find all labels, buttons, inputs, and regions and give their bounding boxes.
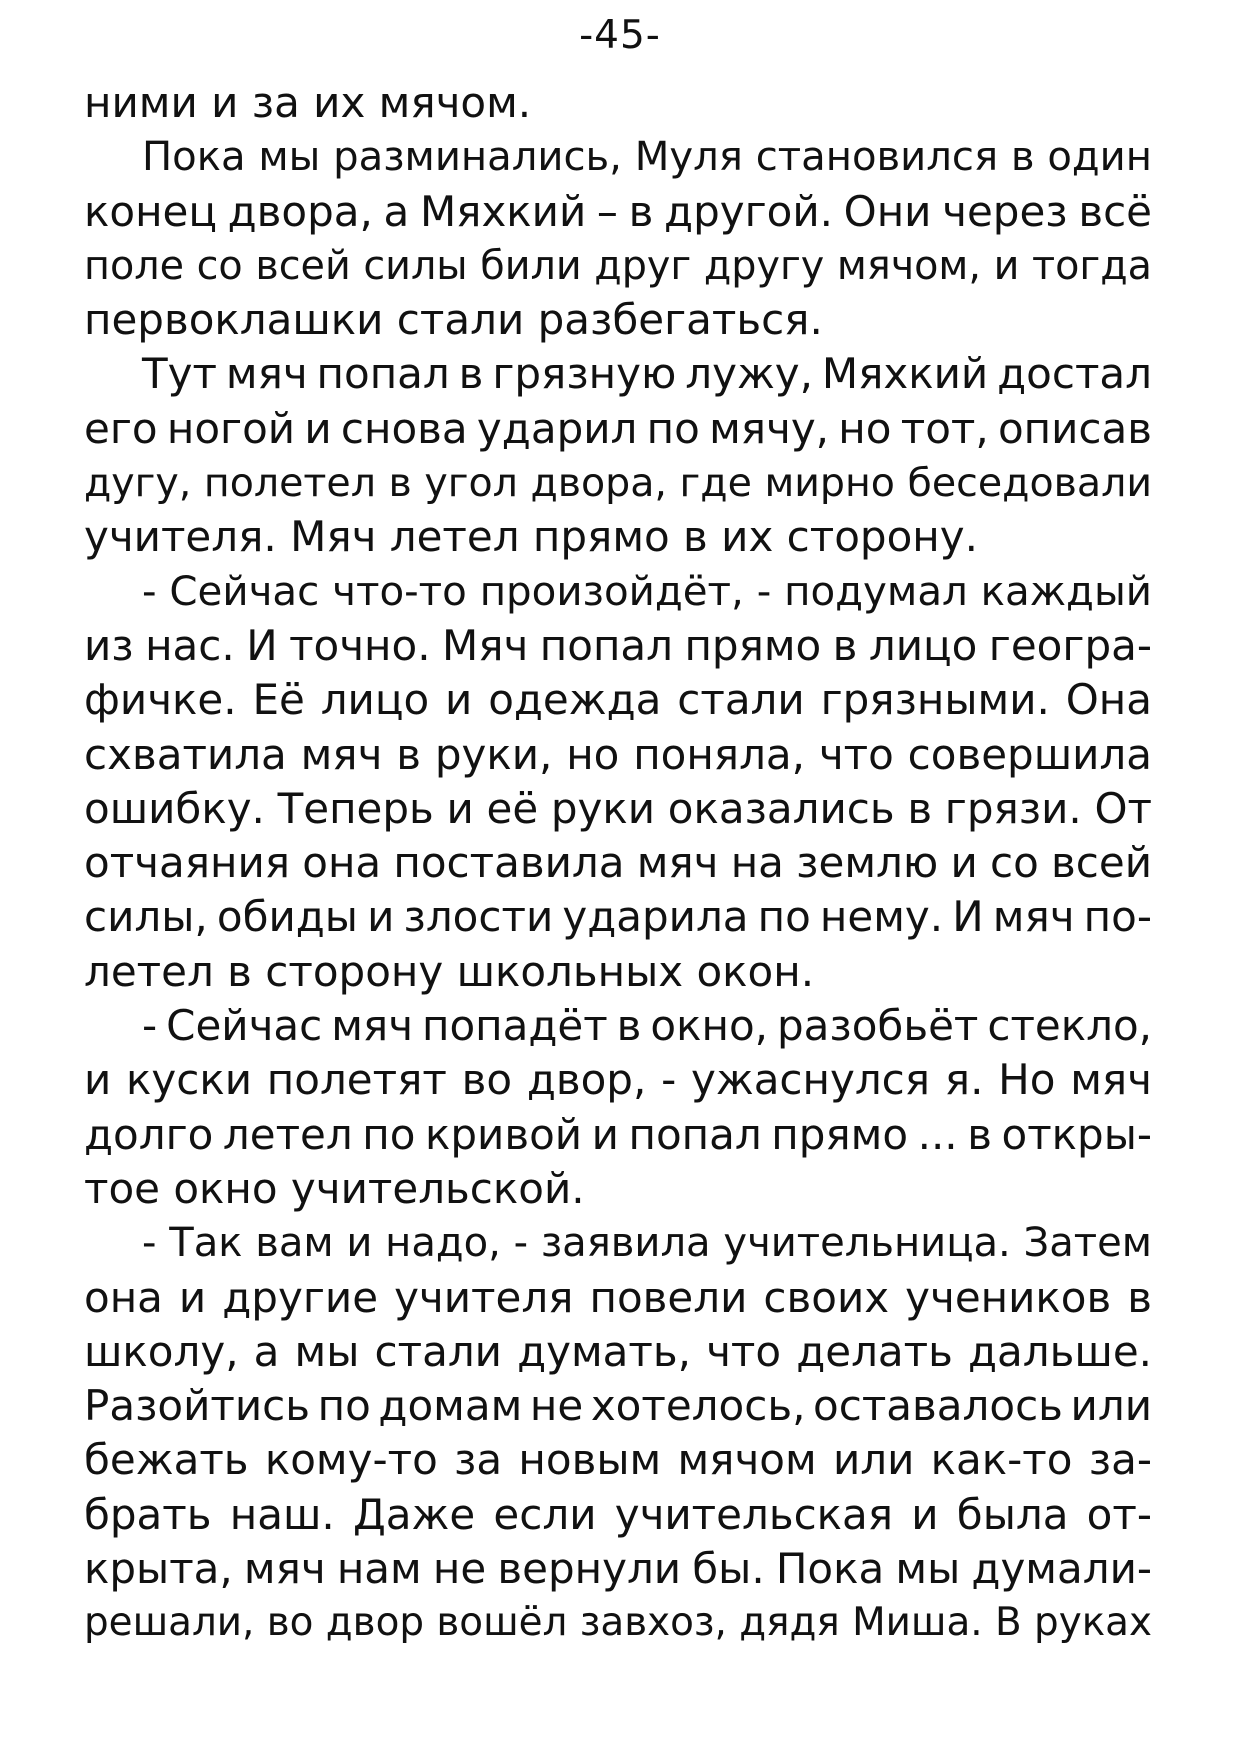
text-line: фичке. Её лицо и одежда стали грязными. Она — [84, 675, 1152, 725]
text-line: учителя. Мяч летел прямо в их сторону. — [84, 512, 978, 562]
body-text — [84, 76, 1152, 1651]
text-line: дугу, полетел в угол двора, где мирно беседовали — [84, 460, 1152, 507]
text-line: бежать кому-то за новым мячом или как-то за- — [84, 1435, 1152, 1485]
text-line: - Так вам и надо, - заявила учительница. Затем — [142, 1220, 1152, 1267]
text-line: ошибку. Теперь и её руки оказались в грязи. От — [84, 783, 1152, 833]
text-line: - Сейчас мяч попадёт в окно, разобьёт стекло, — [142, 1001, 1152, 1051]
text-line: отчаяния она поставила мяч на землю и со всей — [84, 838, 1152, 888]
text-line: конец двора, а Мяхкий – в другой. Они через всё — [84, 186, 1152, 236]
text-line: решали, во двор вошёл завхоз, дядя Миша. В руках — [84, 1600, 1152, 1646]
text-line: школу, а мы стали думать, что делать дальше. — [84, 1326, 1152, 1376]
text-line: поле со всей силы били друг другу мячом, и тогда — [84, 242, 1152, 289]
text-line: крыта, мяч нам не вернули бы. Пока мы думали- — [84, 1544, 1152, 1594]
text-line: Разойтись по домам не хотелось, оставалось или — [84, 1381, 1152, 1431]
text-line: летел в сторону школьных окон. — [84, 946, 815, 996]
text-line: и куски полетят во двор, - ужаснулся я. Но мяч — [84, 1055, 1152, 1105]
page-number: -45- — [579, 13, 661, 58]
text-line: его ногой и снова ударил по мячу, но тот, описав — [84, 403, 1152, 453]
text-line: она и другие учителя повели своих учеников в — [84, 1272, 1152, 1322]
text-line: схватила мяч в руки, но поняла, что совершила — [84, 729, 1152, 779]
text-line: Пока мы разминались, Муля становился в один — [142, 134, 1152, 181]
text-line: ними и за их мячом. — [84, 78, 532, 127]
text-line: из нас. И точно. Мяч попал прямо в лицо геогра- — [84, 620, 1152, 670]
text-line: Тут мяч попал в грязную лужу, Мяхкий достал — [142, 349, 1152, 399]
text-line: - Сейчас что-то произойдёт, - подумал каждый — [142, 567, 1152, 615]
text-line: силы, обиды и злости ударила по нему. И мяч по- — [84, 892, 1152, 942]
text-line: тое окно учительской. — [84, 1163, 585, 1213]
text-line: первоклашки стали разбегаться. — [84, 295, 823, 345]
text-line: долго летел по кривой и попал прямо ... в откры- — [84, 1109, 1152, 1159]
text-line: брать наш. Даже если учительская и была от- — [84, 1489, 1152, 1539]
